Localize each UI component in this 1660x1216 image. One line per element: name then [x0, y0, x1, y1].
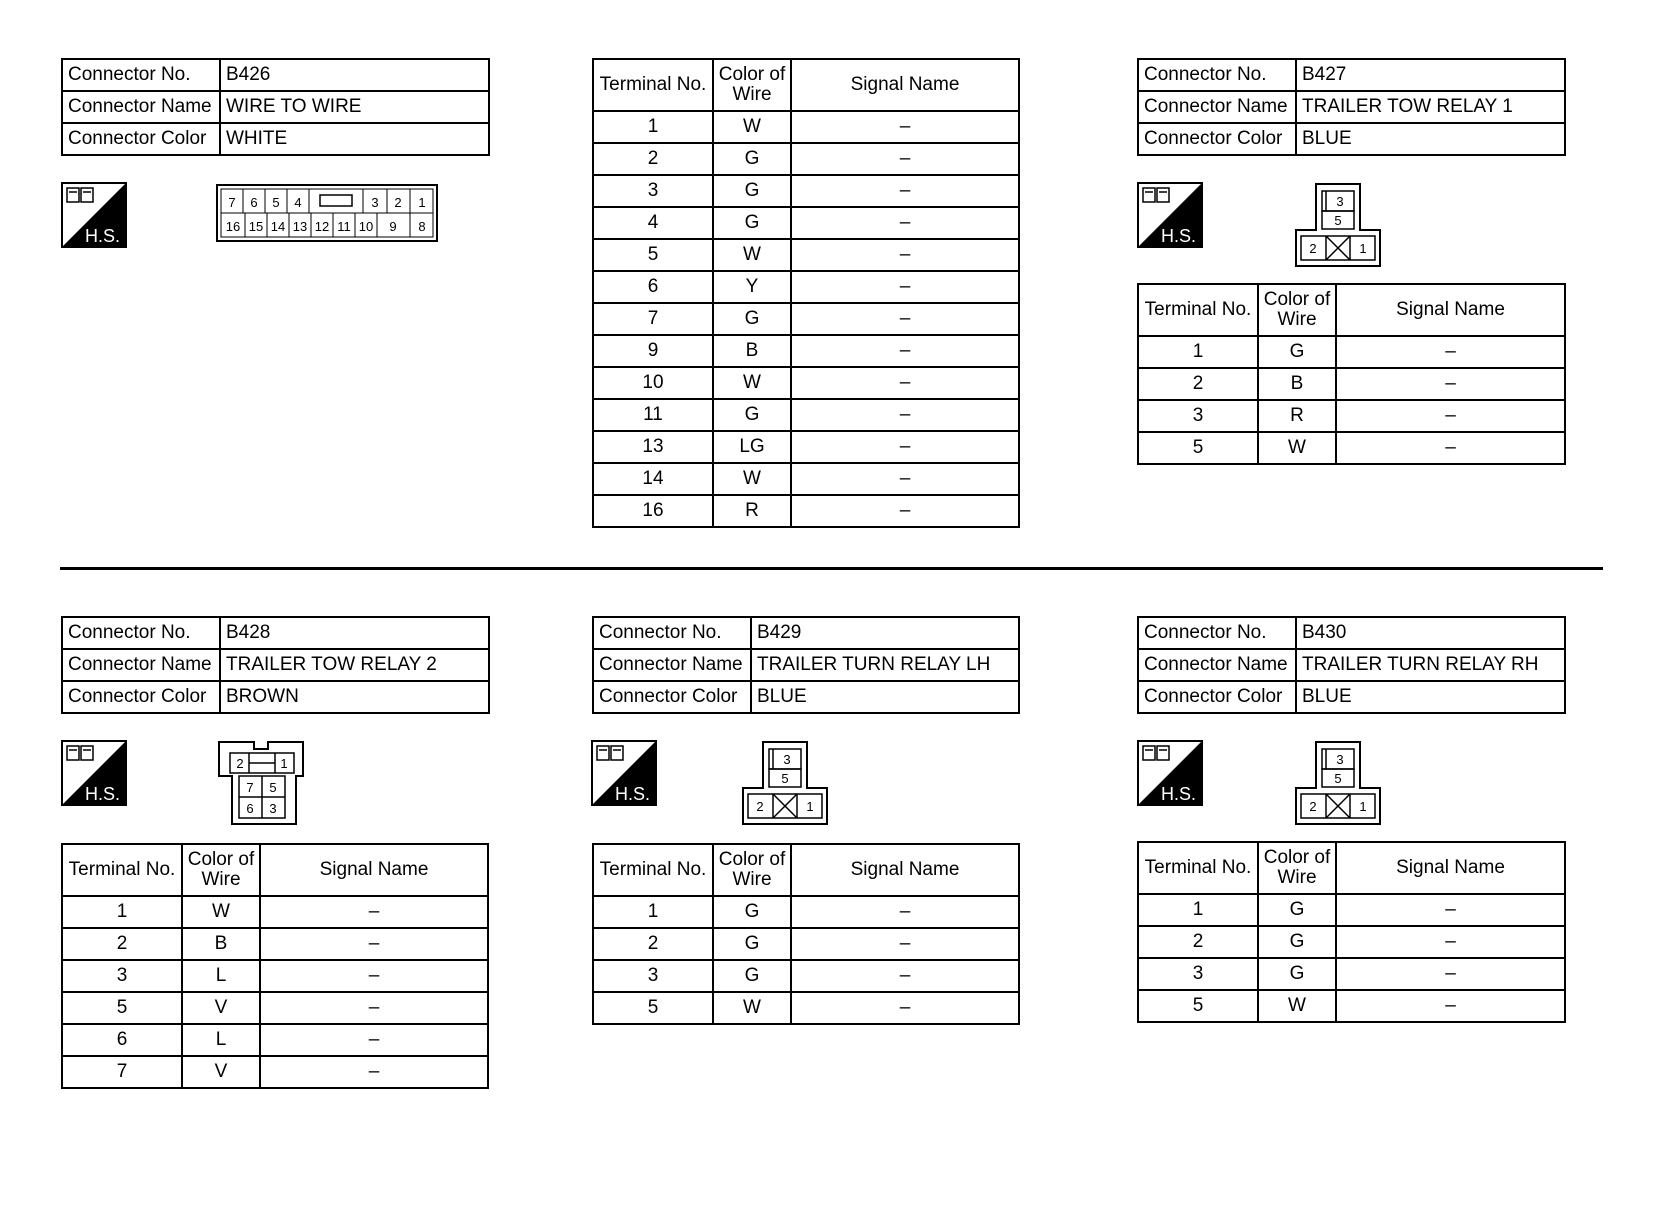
hs-harness-side-icon	[1137, 182, 1203, 248]
wire-color-cell: G	[1258, 336, 1336, 368]
header-terminal-no: Terminal No.	[1138, 842, 1258, 894]
table-row	[593, 928, 1019, 960]
header-signal-name: Signal Name	[260, 844, 488, 896]
hs-label: H.S.	[85, 226, 121, 246]
header-terminal-no: Terminal No.	[1138, 284, 1258, 336]
pin-label: 2	[1309, 241, 1317, 256]
pin-label: 4	[294, 195, 302, 210]
terminal-table-b426	[592, 58, 1020, 528]
label-connector-name: Connector Name	[62, 649, 220, 681]
connector-face-b429	[742, 741, 828, 825]
terminal-no-cell: 2	[593, 143, 713, 175]
wire-color-cell: G	[1258, 926, 1336, 958]
pin-label: 10	[358, 219, 374, 234]
label-connector-no: Connector No.	[1138, 59, 1296, 91]
pin-label: 16	[225, 219, 241, 234]
terminal-no-cell: 14	[593, 463, 713, 495]
signal-name-cell: –	[791, 896, 1019, 928]
table-row	[62, 928, 488, 960]
signal-name-cell: –	[260, 928, 488, 960]
wire-color-cell: W	[713, 463, 791, 495]
terminal-table-b427	[1137, 283, 1566, 465]
pin-label: 2	[1309, 799, 1317, 814]
connector-no-value: B430	[1296, 617, 1565, 649]
wire-color-cell: G	[1258, 894, 1336, 926]
pin-label: 3	[1336, 194, 1344, 209]
terminal-no-cell: 6	[62, 1024, 182, 1056]
wire-color-cell: G	[713, 143, 791, 175]
terminal-no-cell: 3	[593, 960, 713, 992]
signal-name-cell: –	[791, 495, 1019, 527]
wire-color-cell: G	[713, 303, 791, 335]
table-row	[593, 992, 1019, 1024]
signal-name-cell: –	[791, 463, 1019, 495]
header-color-of-wire: Color of Wire	[713, 844, 791, 896]
signal-name-cell: –	[791, 143, 1019, 175]
signal-name-cell: –	[260, 1056, 488, 1088]
terminal-no-cell: 3	[1138, 400, 1258, 432]
label-connector-no: Connector No.	[1138, 617, 1296, 649]
terminal-no-cell: 13	[593, 431, 713, 463]
table-row	[593, 111, 1019, 143]
wire-color-cell: W	[1258, 432, 1336, 464]
hs-label: H.S.	[615, 784, 651, 804]
wire-color-cell: R	[713, 495, 791, 527]
connector-no-value: B429	[751, 617, 1019, 649]
terminal-table-b429	[592, 843, 1020, 1025]
connector-name-value: TRAILER TOW RELAY 2	[220, 649, 489, 681]
terminal-no-cell: 5	[593, 992, 713, 1024]
label-connector-color: Connector Color	[62, 681, 220, 713]
pin-label: 1	[418, 195, 426, 210]
signal-name-cell: –	[791, 207, 1019, 239]
hs-harness-side-icon	[61, 740, 127, 806]
label-connector-no: Connector No.	[593, 617, 751, 649]
terminal-no-cell: 3	[1138, 958, 1258, 990]
terminal-no-cell: 2	[1138, 926, 1258, 958]
table-row	[1138, 368, 1565, 400]
table-row	[593, 175, 1019, 207]
pin-label: 5	[781, 771, 789, 786]
terminal-no-cell: 2	[62, 928, 182, 960]
header-color-of-wire: Color of Wire	[1258, 284, 1336, 336]
header-terminal-no: Terminal No.	[593, 844, 713, 896]
signal-name-cell: –	[1336, 432, 1565, 464]
connector-no-value: B426	[220, 59, 489, 91]
table-row	[62, 896, 488, 928]
signal-name-cell: –	[791, 431, 1019, 463]
connector-face-b430	[1295, 741, 1381, 825]
pin-label: 3	[371, 195, 379, 210]
table-row	[1138, 926, 1565, 958]
terminal-no-cell: 5	[1138, 432, 1258, 464]
terminal-no-cell: 1	[1138, 336, 1258, 368]
terminal-no-cell: 7	[62, 1056, 182, 1088]
header-color-of-wire: Color of Wire	[713, 59, 791, 111]
terminal-no-cell: 4	[593, 207, 713, 239]
wire-color-cell: R	[1258, 400, 1336, 432]
table-row	[593, 143, 1019, 175]
wire-color-cell: LG	[713, 431, 791, 463]
signal-name-cell: –	[1336, 894, 1565, 926]
signal-name-cell: –	[1336, 958, 1565, 990]
signal-name-cell: –	[791, 399, 1019, 431]
table-row	[593, 896, 1019, 928]
wire-color-cell: W	[713, 111, 791, 143]
pin-label: 6	[250, 195, 258, 210]
pin-label: 14	[270, 219, 286, 234]
wire-color-cell: W	[713, 367, 791, 399]
hs-harness-side-icon	[1137, 740, 1203, 806]
table-row	[593, 463, 1019, 495]
header-terminal-no: Terminal No.	[593, 59, 713, 111]
pin-label: 5	[269, 780, 277, 795]
table-row	[593, 303, 1019, 335]
connector-info-b430	[1137, 616, 1566, 714]
signal-name-cell: –	[791, 960, 1019, 992]
connector-name-value: TRAILER TOW RELAY 1	[1296, 91, 1565, 123]
connector-face-b427	[1295, 183, 1381, 267]
header-signal-name: Signal Name	[1336, 284, 1565, 336]
wire-color-cell: V	[182, 1056, 260, 1088]
table-row	[62, 992, 488, 1024]
pin-label: 2	[394, 195, 402, 210]
label-connector-color: Connector Color	[593, 681, 751, 713]
header-signal-name: Signal Name	[791, 59, 1019, 111]
table-row	[593, 960, 1019, 992]
terminal-no-cell: 1	[1138, 894, 1258, 926]
connector-info-b427	[1137, 58, 1566, 156]
connector-info-b426	[61, 58, 490, 156]
pin-label: 12	[314, 219, 330, 234]
wire-color-cell: W	[182, 896, 260, 928]
wire-color-cell: B	[1258, 368, 1336, 400]
connector-name-value: TRAILER TURN RELAY LH	[751, 649, 1019, 681]
connector-name-value: WIRE TO WIRE	[220, 91, 489, 123]
pin-label: 5	[1334, 213, 1342, 228]
connector-no-value: B427	[1296, 59, 1565, 91]
wire-color-cell: G	[713, 960, 791, 992]
terminal-no-cell: 3	[593, 175, 713, 207]
wire-color-cell: G	[713, 399, 791, 431]
signal-name-cell: –	[791, 175, 1019, 207]
terminal-no-cell: 7	[593, 303, 713, 335]
table-row	[1138, 432, 1565, 464]
hs-label: H.S.	[85, 784, 121, 804]
terminal-no-cell: 10	[593, 367, 713, 399]
signal-name-cell: –	[791, 928, 1019, 960]
table-row	[593, 399, 1019, 431]
terminal-no-cell: 11	[593, 399, 713, 431]
hs-label: H.S.	[1161, 784, 1197, 804]
pin-label: 5	[1334, 771, 1342, 786]
signal-name-cell: –	[791, 239, 1019, 271]
pin-label: 1	[806, 799, 814, 814]
signal-name-cell: –	[260, 960, 488, 992]
terminal-table-b430	[1137, 841, 1566, 1023]
pin-label: 3	[269, 801, 277, 816]
wire-color-cell: G	[1258, 958, 1336, 990]
terminal-no-cell: 1	[62, 896, 182, 928]
signal-name-cell: –	[260, 896, 488, 928]
table-row	[62, 1024, 488, 1056]
connector-color-value: WHITE	[220, 123, 489, 155]
wire-color-cell: G	[713, 175, 791, 207]
wire-color-cell: L	[182, 960, 260, 992]
label-connector-color: Connector Color	[1138, 681, 1296, 713]
hs-harness-side-icon	[591, 740, 657, 806]
signal-name-cell: –	[791, 335, 1019, 367]
wire-color-cell: V	[182, 992, 260, 1024]
signal-name-cell: –	[791, 992, 1019, 1024]
terminal-table-b428	[61, 843, 489, 1089]
label-connector-name: Connector Name	[62, 91, 220, 123]
table-row	[1138, 894, 1565, 926]
terminal-no-cell: 2	[1138, 368, 1258, 400]
table-row	[593, 239, 1019, 271]
pin-label: 1	[1359, 799, 1367, 814]
wire-color-cell: W	[1258, 990, 1336, 1022]
wire-color-cell: Y	[713, 271, 791, 303]
pin-label: 11	[337, 219, 351, 234]
connector-info-b429	[592, 616, 1020, 714]
signal-name-cell: –	[1336, 368, 1565, 400]
signal-name-cell: –	[260, 992, 488, 1024]
table-row	[593, 335, 1019, 367]
pin-label: 6	[246, 801, 254, 816]
header-signal-name: Signal Name	[1336, 842, 1565, 894]
terminal-no-cell: 2	[593, 928, 713, 960]
label-connector-color: Connector Color	[62, 123, 220, 155]
table-row	[593, 495, 1019, 527]
table-row	[62, 1056, 488, 1088]
signal-name-cell: –	[791, 111, 1019, 143]
wire-color-cell: G	[713, 896, 791, 928]
label-connector-no: Connector No.	[62, 59, 220, 91]
table-row	[593, 271, 1019, 303]
connector-name-value: TRAILER TURN RELAY RH	[1296, 649, 1565, 681]
wire-color-cell: G	[713, 928, 791, 960]
hs-label: H.S.	[1161, 226, 1197, 246]
connector-color-value: BLUE	[1296, 681, 1565, 713]
pin-label: 1	[1359, 241, 1367, 256]
terminal-no-cell: 5	[62, 992, 182, 1024]
label-connector-name: Connector Name	[1138, 91, 1296, 123]
label-connector-color: Connector Color	[1138, 123, 1296, 155]
wire-color-cell: L	[182, 1024, 260, 1056]
connector-color-value: BROWN	[220, 681, 489, 713]
pin-label: 2	[236, 756, 244, 771]
wire-color-cell: W	[713, 239, 791, 271]
pin-label: 7	[228, 195, 236, 210]
wire-color-cell: B	[182, 928, 260, 960]
table-row	[1138, 990, 1565, 1022]
terminal-no-cell: 5	[593, 239, 713, 271]
connector-face-b428	[218, 741, 304, 825]
connector-info-b428	[61, 616, 490, 714]
connector-no-value: B428	[220, 617, 489, 649]
label-connector-name: Connector Name	[593, 649, 751, 681]
pin-label: 13	[292, 219, 308, 234]
connector-color-value: BLUE	[1296, 123, 1565, 155]
pin-label: 7	[246, 780, 254, 795]
pin-label: 9	[389, 219, 397, 234]
signal-name-cell: –	[1336, 400, 1565, 432]
pin-label: 2	[756, 799, 764, 814]
label-connector-name: Connector Name	[1138, 649, 1296, 681]
terminal-no-cell: 1	[593, 896, 713, 928]
table-row	[62, 960, 488, 992]
signal-name-cell: –	[791, 303, 1019, 335]
signal-name-cell: –	[260, 1024, 488, 1056]
pin-label: 3	[783, 752, 791, 767]
section-divider	[60, 567, 1603, 570]
terminal-no-cell: 1	[593, 111, 713, 143]
terminal-no-cell: 6	[593, 271, 713, 303]
terminal-no-cell: 16	[593, 495, 713, 527]
table-row	[1138, 958, 1565, 990]
header-terminal-no: Terminal No.	[62, 844, 182, 896]
pin-label: 15	[248, 219, 264, 234]
signal-name-cell: –	[791, 367, 1019, 399]
table-row	[593, 367, 1019, 399]
wire-color-cell: G	[713, 207, 791, 239]
signal-name-cell: –	[1336, 926, 1565, 958]
connector-face-b426	[216, 184, 438, 242]
pin-label: 5	[272, 195, 280, 210]
header-color-of-wire: Color of Wire	[182, 844, 260, 896]
wire-color-cell: W	[713, 992, 791, 1024]
table-row	[593, 207, 1019, 239]
wire-color-cell: B	[713, 335, 791, 367]
table-row	[1138, 336, 1565, 368]
terminal-no-cell: 3	[62, 960, 182, 992]
label-connector-no: Connector No.	[62, 617, 220, 649]
header-signal-name: Signal Name	[791, 844, 1019, 896]
terminal-no-cell: 5	[1138, 990, 1258, 1022]
terminal-no-cell: 9	[593, 335, 713, 367]
connector-color-value: BLUE	[751, 681, 1019, 713]
header-color-of-wire: Color of Wire	[1258, 842, 1336, 894]
signal-name-cell: –	[791, 271, 1019, 303]
signal-name-cell: –	[1336, 336, 1565, 368]
hs-harness-side-icon	[61, 182, 127, 248]
pin-label: 8	[418, 219, 426, 234]
pin-label: 3	[1336, 752, 1344, 767]
pin-label: 1	[280, 756, 288, 771]
table-row	[593, 431, 1019, 463]
signal-name-cell: –	[1336, 990, 1565, 1022]
table-row	[1138, 400, 1565, 432]
